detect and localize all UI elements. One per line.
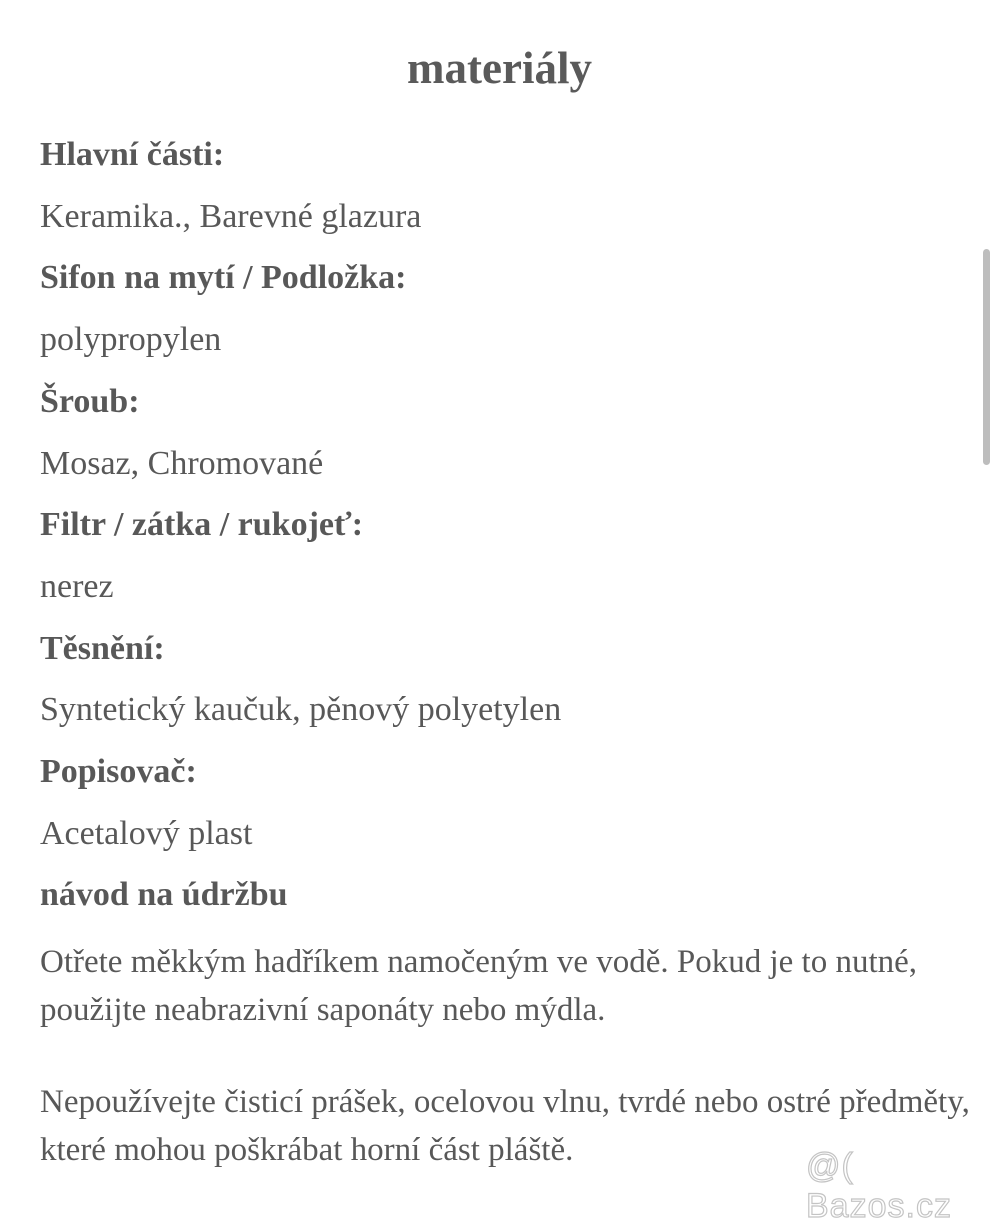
spec-label: Popisovač:	[40, 753, 197, 791]
spec-value: Keramika., Barevné glazura	[40, 197, 422, 235]
spec-value: nerez	[40, 567, 114, 605]
care-heading: návod na údržbu	[40, 876, 288, 914]
spec-label: Šroub:	[40, 382, 140, 420]
spec-label: Sifon na mytí / Podložka:	[40, 259, 407, 297]
spec-label: Hlavní části:	[40, 136, 225, 173]
watermark: @( Bazos.cz	[806, 1147, 952, 1225]
scrollbar[interactable]	[983, 249, 990, 465]
spec-value: polypropylen	[40, 321, 222, 359]
spec-label: Těsnění:	[40, 629, 165, 667]
spec-value: Acetalový plast	[40, 814, 253, 852]
materials-list	[40, 124, 970, 926]
page-title: materiály	[407, 43, 592, 93]
care-paragraph: Nepoužívejte čisticí prášek, ocelovou vlnu, tvrdé nebo ostré předměty, které mohou poškrábat horní část pláště.	[40, 1084, 970, 1168]
spec-value: Syntetický kaučuk, pěnový polyetylen	[40, 691, 562, 729]
spec-value: Mosaz, Chromované	[40, 444, 324, 482]
care-paragraph: Otřete měkkým hadříkem namočeným ve vodě. Pokud je to nutné, použijte neabrazivní saponáty nebo mýdla.	[40, 944, 918, 1028]
spec-label: Filtr / zátka / rukojeť:	[40, 506, 364, 544]
